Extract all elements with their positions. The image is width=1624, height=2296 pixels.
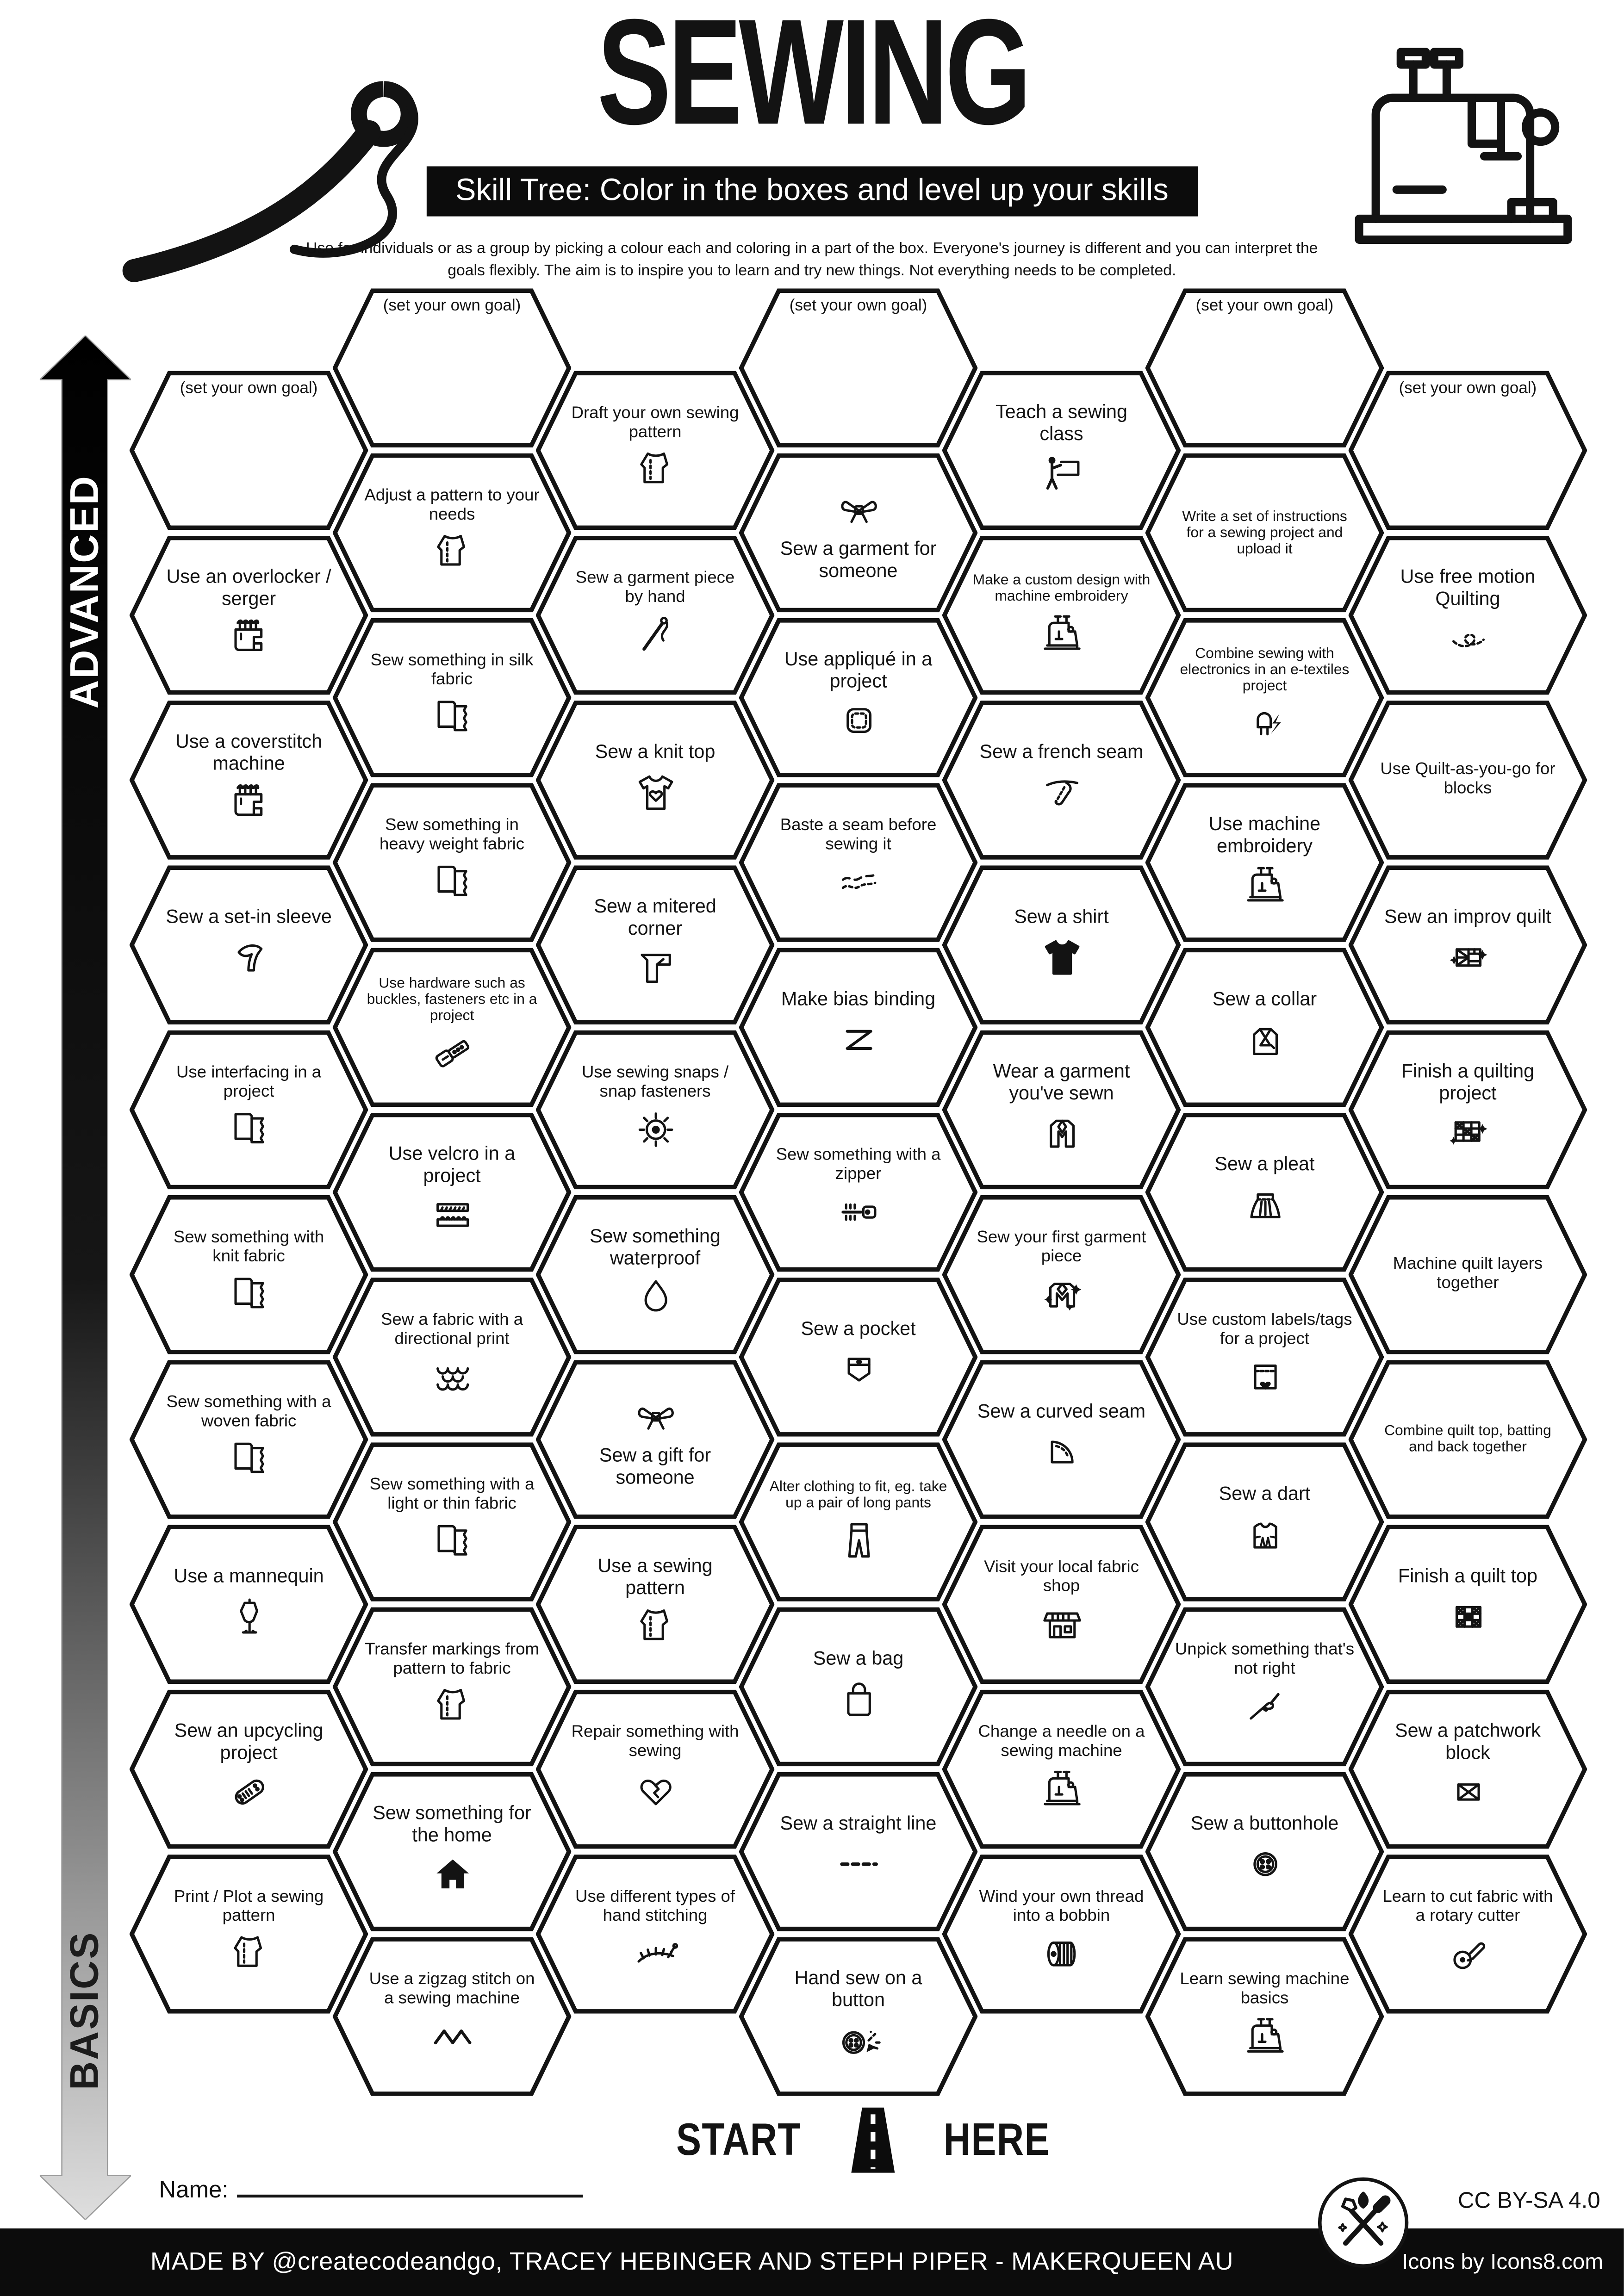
name-label: Name:	[159, 2178, 229, 2203]
corner-icon	[629, 942, 681, 993]
hex-label: Use a mannequin	[174, 1565, 324, 1588]
hex-label: Sew a shirt	[1014, 906, 1109, 928]
pattern-icon	[629, 445, 681, 496]
hex-label: Use machine embroidery	[1208, 813, 1321, 856]
shirtfilled-icon	[1036, 931, 1087, 982]
hex-label: (set your own goal)	[383, 297, 521, 315]
hex-label: Make bias binding	[781, 988, 936, 1011]
ripper-icon	[1239, 1681, 1290, 1732]
hex-label: Unpick something that's not right	[1175, 1641, 1355, 1677]
hex-skill[interactable]	[1349, 536, 1587, 695]
house-icon	[426, 1849, 478, 1900]
buttonparty-icon	[833, 2013, 884, 2065]
hex-label: Sew a straight line	[780, 1812, 937, 1835]
bobbin-icon	[1036, 1929, 1087, 1980]
bow-icon	[629, 1391, 681, 1443]
name-input-line[interactable]	[237, 2174, 584, 2197]
hex-label: Sew something in silk fabric	[370, 652, 534, 689]
handstitch-icon	[629, 1929, 681, 1980]
shop-icon	[1036, 1599, 1087, 1650]
mannequin-icon	[223, 1591, 274, 1642]
advanced-label: ADVANCED	[62, 474, 107, 709]
scales-icon	[426, 1352, 478, 1403]
start-label: START	[675, 2113, 801, 2166]
hex-label: Sew a garment for someone	[780, 537, 937, 581]
hex-skill[interactable]	[1349, 1030, 1587, 1190]
serger-icon	[223, 777, 274, 828]
freemotion-icon	[1442, 612, 1493, 664]
hex-label: Use free motion Quilting	[1400, 565, 1536, 609]
hex-label: Sew a pleat	[1214, 1153, 1315, 1175]
needle-icon	[629, 609, 681, 661]
sleeve-icon	[223, 931, 274, 982]
hex-label: Use interfacing in a project	[176, 1064, 322, 1100]
applique-icon	[833, 695, 884, 746]
pants-icon	[833, 1514, 884, 1565]
page-title: SEWING	[596, 0, 1028, 156]
hex-skill[interactable]	[1349, 1525, 1587, 1684]
pattern-icon	[223, 1929, 274, 1980]
description-text: Use for individuals or as a group by picking a colour each and coloring in a part of the box. Everyone's journey is different and you can interpret the goals flexibly. The aim is to inspire you to learn and try new things. Not everything needs to be completed.	[306, 240, 1318, 280]
hex-label: Use a coverstitch machine	[175, 730, 323, 774]
hex-label: Write a set of instructions for a sewing project and upload it	[1182, 509, 1347, 558]
hex-skill[interactable]	[1349, 1855, 1587, 2014]
hex-label: Learn to cut fabric with a rotary cutter	[1382, 1888, 1553, 1925]
hex-label: Sew a gift for someone	[599, 1444, 711, 1488]
hex-skill[interactable]	[1349, 865, 1587, 1024]
bow-icon	[833, 484, 884, 536]
hex-label: Transfer markings from pattern to fabric	[365, 1641, 539, 1677]
quilttop-icon	[1442, 1591, 1493, 1642]
snap-icon	[629, 1104, 681, 1155]
curvedseam-icon	[1036, 1426, 1087, 1477]
hex-skill[interactable]	[1349, 1690, 1587, 1849]
buckle-icon	[426, 1027, 478, 1079]
pattern-icon	[426, 1681, 478, 1732]
hex-label: Sew something in heavy weight fabric	[379, 817, 525, 853]
dashline-icon	[833, 1838, 884, 1889]
label-icon	[1239, 1352, 1290, 1403]
hex-skill[interactable]	[1349, 701, 1587, 860]
name-field[interactable]	[159, 2174, 584, 2205]
hex-goal[interactable]	[1349, 371, 1587, 530]
hex-label: Use Quilt-as-you-go for blocks	[1380, 761, 1556, 798]
hex-label: Use custom labels/tags for a project	[1177, 1311, 1352, 1348]
bag-icon	[833, 1673, 884, 1725]
improv-icon	[1442, 931, 1493, 982]
hex-label: Sew your first garment piece	[977, 1229, 1146, 1266]
hex-label: Sew a buttonhole	[1190, 1812, 1339, 1835]
hex-label: Use velcro in a project	[388, 1142, 516, 1186]
hex-label: Machine quilt layers together	[1393, 1256, 1543, 1292]
hex-label: Sew a french seam	[979, 741, 1144, 763]
hex-label: (set your own goal)	[1195, 297, 1334, 315]
hex-label: Combine sewing with electronics in an e-textiles project	[1180, 646, 1350, 695]
hex-label: Make a custom design with machine embroidery	[972, 571, 1151, 604]
makerqueen-badge	[1316, 2176, 1411, 2270]
road-icon	[832, 2105, 915, 2176]
hex-label: Sew a mitered corner	[594, 895, 716, 938]
hex-label: Sew a bag	[813, 1647, 904, 1670]
hex-label: Finish a quilting project	[1401, 1060, 1535, 1104]
fabric-icon	[426, 1516, 478, 1568]
hex-label: Sew something for the home	[373, 1802, 531, 1845]
subtitle-text: Skill Tree: Color in the boxes and level up your skills	[455, 174, 1169, 208]
hex-label: (set your own goal)	[1399, 379, 1537, 397]
fabric-icon	[223, 1434, 274, 1485]
zigzag-icon	[426, 2011, 478, 2062]
baste-icon	[833, 857, 884, 908]
hex-label: Sew a dart	[1219, 1483, 1311, 1505]
patchwork-icon	[1442, 1766, 1493, 1818]
jacketsparkle-icon	[1036, 1269, 1087, 1320]
fabric-icon	[426, 692, 478, 744]
droplet-icon	[629, 1272, 681, 1323]
pattern-icon	[426, 527, 478, 578]
hex-label: Finish a quilt top	[1398, 1565, 1538, 1588]
fabric-icon	[426, 857, 478, 908]
pattern-icon	[629, 1601, 681, 1652]
hex-label: Alter clothing to fit, eg. take up a pair of long pants	[769, 1478, 947, 1511]
hex-label: Sew a garment piece by hand	[575, 569, 735, 606]
hex-label: Print / Plot a sewing pattern	[174, 1888, 324, 1925]
hex-label: Sew a collar	[1212, 988, 1317, 1011]
hex-label: Baste a seam before sewing it	[780, 817, 937, 853]
button-icon	[1239, 1838, 1290, 1889]
here-label: HERE	[944, 2113, 1051, 2166]
machine-icon	[1239, 859, 1290, 911]
quiltsparkle-icon	[1442, 1106, 1493, 1158]
dart-icon	[1239, 1508, 1290, 1559]
hex-label: Sew something with a woven fabric	[166, 1393, 331, 1430]
hex-label: Repair something with sewing	[571, 1723, 739, 1760]
hex-label: Use a sewing pattern	[597, 1554, 713, 1598]
hex-label: Sew a pocket	[801, 1318, 916, 1340]
hex-label: Sew something waterproof	[590, 1225, 721, 1268]
hex-skill[interactable]	[1349, 1360, 1587, 1519]
hex-label: Combine quilt top, batting and back together	[1384, 1423, 1551, 1456]
hex-label: Change a needle on a sewing machine	[978, 1723, 1145, 1760]
hex-label: Sew something with a zipper	[776, 1146, 941, 1183]
serger-icon	[223, 612, 274, 664]
hex-label: Adjust a pattern to your needs	[364, 487, 540, 523]
hex-label: Wind your own thread into a bobbin	[979, 1888, 1144, 1925]
hex-label: Hand sew on a button	[794, 1967, 922, 2010]
jacket-icon	[1036, 1106, 1087, 1158]
skirt-icon	[1239, 1179, 1290, 1230]
led-icon	[1239, 698, 1290, 749]
basics-label: BASICS	[62, 1931, 107, 2091]
hex-label: Teach a sewing class	[995, 400, 1128, 444]
hex-label: Wear a garment you've sewn	[993, 1060, 1130, 1104]
bias-icon	[833, 1014, 884, 1065]
heart-icon	[629, 1763, 681, 1815]
hex-label: Sew a set-in sleeve	[166, 906, 332, 928]
hex-label: Use different types of hand stitching	[575, 1888, 735, 1925]
hex-label: (set your own goal)	[180, 379, 318, 397]
teacher-icon	[1036, 447, 1087, 498]
zipper-icon	[833, 1186, 884, 1238]
hex-label: Use sewing snaps / snap fasteners	[581, 1064, 729, 1100]
credits-text: MADE BY @createcodeandgo, TRACEY HEBINGER AND STEPH PIPER - MAKERQUEEN AU	[150, 2247, 1234, 2276]
license-text: CC BY-SA 4.0	[1457, 2189, 1600, 2214]
hex-skill[interactable]	[1349, 1195, 1587, 1354]
hex-label: Sew a curved seam	[977, 1400, 1146, 1422]
tshirt-icon	[629, 766, 681, 818]
start-here	[50, 2105, 1624, 2176]
hex-label: Sew something with a light or thin fabric	[369, 1476, 535, 1513]
rotary-icon	[1442, 1929, 1493, 1980]
hex-label: Sew an upcycling project	[174, 1719, 324, 1763]
hex-label: Use an overlocker / serger	[166, 565, 331, 609]
hex-label: Visit your local fabric shop	[984, 1558, 1139, 1595]
fabric-icon	[223, 1104, 274, 1155]
patch-icon	[223, 1766, 274, 1818]
hex-label: Sew a patchwork block	[1394, 1719, 1541, 1763]
hex-label: Sew a fabric with a directional print	[381, 1311, 523, 1348]
hex-label: Sew an improv quilt	[1384, 906, 1551, 928]
hex-label: Use hardware such as buckles, fasteners etc in a project	[367, 976, 537, 1024]
hex-label: Draft your own sewing pattern	[571, 404, 739, 441]
collar-icon	[1239, 1014, 1290, 1065]
hex-label: Sew something with knit fabric	[173, 1229, 324, 1266]
velcro-icon	[426, 1189, 478, 1241]
hex-label: (set your own goal)	[789, 297, 927, 315]
pocket-icon	[833, 1343, 884, 1395]
machine-icon	[1239, 2011, 1290, 2062]
hex-label: Learn sewing machine basics	[1180, 1970, 1350, 2007]
machine-icon	[1036, 1763, 1087, 1815]
hex-label: Use a zigzag stitch on a sewing machine	[369, 1970, 535, 2007]
machine-icon	[1036, 607, 1087, 658]
fabric-icon	[223, 1269, 274, 1320]
hex-label: Sew a knit top	[595, 741, 716, 763]
icons8-credit: Icons by Icons8.com	[1402, 2250, 1604, 2275]
hex-label: Use appliqué in a project	[784, 648, 933, 691]
frenchseam-icon	[1036, 766, 1087, 818]
